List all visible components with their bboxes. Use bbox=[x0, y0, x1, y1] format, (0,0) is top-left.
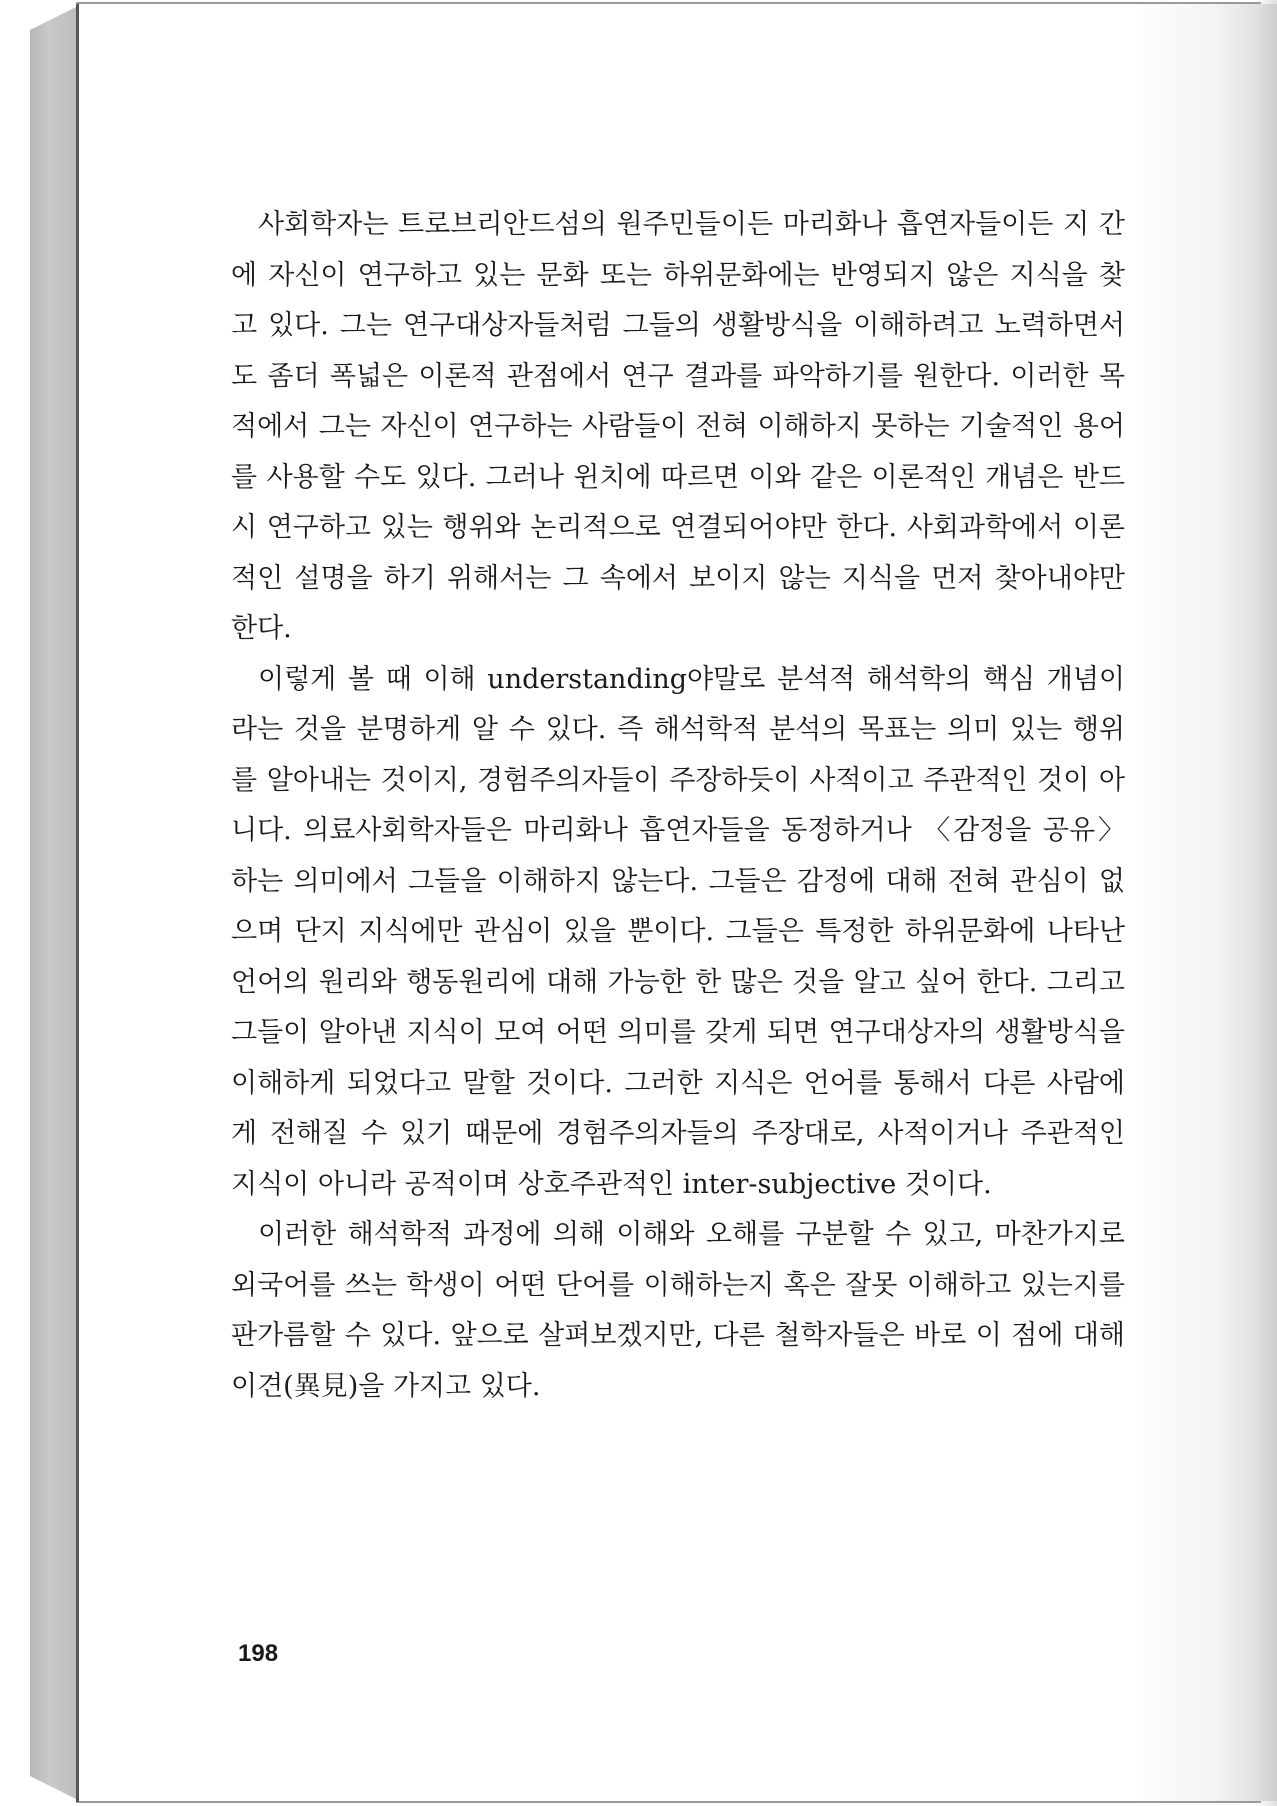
page-fore-edge-shadow bbox=[1255, 0, 1277, 1806]
spine-edge-line bbox=[76, 4, 79, 1802]
book-spine bbox=[30, 6, 78, 1800]
paragraph-1: 사회학자는 트로브리안드섬의 원주민들이든 마리화나 흡연자들이든 지 간에 자신이 연구하고 있는 문화 또는 하위문화에는 반영되지 않은 지식을 찾고 있다. 그는 연구대상자들처럼 그들의 생활방식을 이해하려고 노력하면서도 좀더 폭넓은 이론적 관점에서 연구 결과를 파악하기를 원한다. 이러한 목적에서 그는 자신이 연구하는 사람들이 전혀 이해하지 못하는 기술적인 용어를 사용할 수도 있다. 그러나 윈치에 따르면 이와 같은 이론적인 개념은 반드시 연구하고 있는 행위와 논리적으로 연결되어야만 한다. 사회과학에서 이론적인 설명을 하기 위해서는 그 속에서 보이지 않는 지식을 먼저 찾아내야만 한다. bbox=[231, 209, 1125, 644]
body-text bbox=[231, 200, 1125, 1412]
page-number: 198 bbox=[238, 1640, 279, 1667]
paragraph-3: 이러한 해석학적 과정에 의해 이해와 오해를 구분할 수 있고, 마찬가지로 외국어를 쓰는 학생이 어떤 단어를 이해하는지 혹은 잘못 이해하고 있는지를 판가름할 수 있다. 앞으로 살펴보겠지만, 다른 철학자들은 바로 이 점에 대해 이견(異見)을 가지고 있다. bbox=[231, 1219, 1125, 1402]
page-bottom-edge bbox=[76, 1801, 1261, 1803]
paragraph-2: 이렇게 볼 때 이해 understanding야말로 분석적 해석학의 핵심 개념이라는 것을 분명하게 알 수 있다. 즉 해석학적 분석의 목표는 의미 있는 행위를 알아내는 것이지, 경험주의자들이 주장하듯이 사적이고 주관적인 것이 아니다. 의료사회학자들은 마리화나 흡연자들을 동정하거나 〈감정을 공유〉하는 의미에서 그들을 이해하지 않는다. 그들은 감정에 대해 전혀 관심이 없으며 단지 지식에만 관심이 있을 뿐이다. 그들은 특정한 하위문화에 나타난 언어의 원리와 행동원리에 대해 가능한 한 많은 것을 알고 싶어 한다. 그리고 그들이 알아낸 지식이 모여 어떤 의미를 갖게 되면 연구대상자의 생활방식을 이해하게 되었다고 말할 것이다. 그러한 지식은 언어를 통해서 다른 사람에게 전해질 수 있기 때문에 경험주의자들의 주장대로, 사적이거나 주관적인 지식이 아니라 공적이며 상호주관적인 inter-subjective 것이다. bbox=[231, 663, 1125, 1200]
